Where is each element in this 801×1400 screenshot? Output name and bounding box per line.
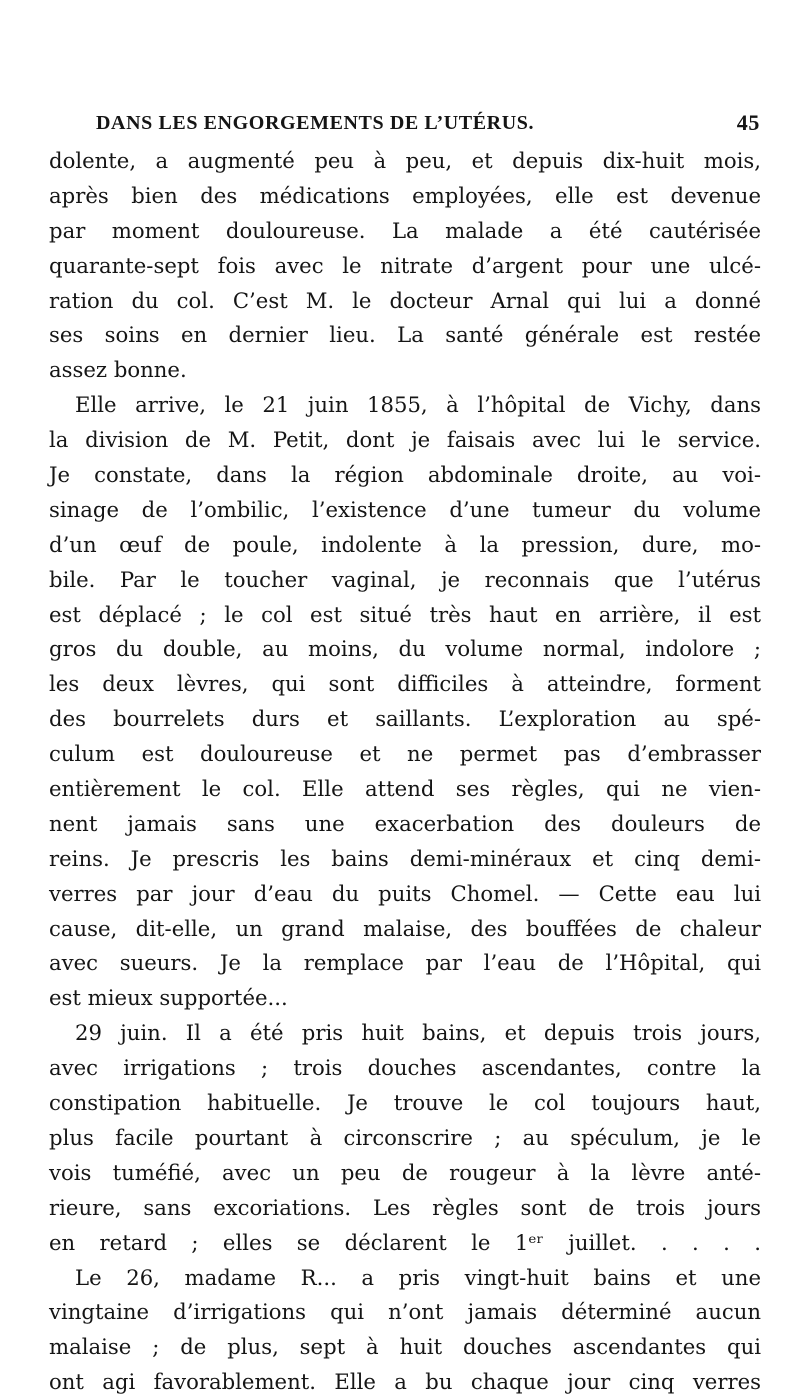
text-line: verres par jour d’eau du puits Chomel. — Cette eau lui	[49, 880, 761, 906]
text-line: avec irrigations ; trois douches ascendantes, contre la	[49, 1055, 761, 1081]
text-line: constipation habituelle. Je trouve le col toujours haut,	[49, 1090, 761, 1116]
text-line: vois tuméfié, avec un peu de rougeur à la lèvre anté-	[49, 1159, 761, 1185]
page-number: 45	[736, 110, 760, 135]
text-line: gros du double, au moins, du volume normal, indolore ;	[49, 636, 761, 662]
text-line: la division de M. Petit, dont je faisais avec lui le service.	[49, 427, 761, 453]
running-title: DANS LES ENGORGEMENTS DE L’UTÉRUS.	[96, 112, 535, 134]
text-line: d’un œuf de poule, indolente à la pression, dure, mo-	[49, 531, 761, 557]
text-line: ses soins en dernier lieu. La santé générale est restée	[49, 322, 761, 348]
text-line: malaise ; de plus, sept à huit douches ascendantes qui	[49, 1334, 761, 1360]
text-line: après bien des médications employées, elle est devenue	[49, 182, 761, 208]
text-line: Elle arrive, le 21 juin 1855, à l’hôpital de Vichy, dans	[75, 392, 761, 418]
text-line: Le 26, madame R... a pris vingt-huit bains et une	[75, 1264, 761, 1290]
text-line: cause, dit-elle, un grand malaise, des bouffées de chaleur	[49, 915, 761, 941]
text-line: quarante-sept fois avec le nitrate d’argent pour une ulcé-	[49, 252, 761, 278]
text-line: culum est douloureuse et ne permet pas d’embrasser	[49, 741, 761, 767]
text-line: par moment douloureuse. La malade a été cautérisée	[49, 217, 761, 243]
body-text	[49, 144, 761, 1400]
text-line: est mieux supportée...	[49, 985, 288, 1011]
text-line: 29 juin. Il a été pris huit bains, et depuis trois jours,	[75, 1020, 761, 1046]
text-line: est déplacé ; le col est situé très haut en arrière, il est	[49, 601, 761, 627]
text-line: assez bonne.	[49, 357, 187, 383]
text-line: plus facile pourtant à circonscrire ; au spéculum, je le	[49, 1124, 761, 1150]
text-line: bile. Par le toucher vaginal, je reconnais que l’utérus	[49, 566, 761, 592]
text-line: Je constate, dans la région abdominale droite, au voi-	[49, 462, 761, 488]
text-line: des bourrelets durs et saillants. L’exploration au spé-	[49, 706, 761, 732]
text-line: nent jamais sans une exacerbation des douleurs de	[49, 810, 761, 836]
text-line: entièrement le col. Elle attend ses règles, qui ne vien-	[49, 776, 761, 802]
text-line: reins. Je prescris les bains demi-minéraux et cinq demi-	[49, 845, 761, 871]
text-line: les deux lèvres, qui sont difficiles à atteindre, forment	[49, 671, 761, 697]
text-line: sinage de l’ombilic, l’existence d’une tumeur du volume	[49, 496, 761, 522]
text-line: dolente, a augmenté peu à peu, et depuis dix-huit mois,	[49, 148, 761, 173]
text-line: en retard ; elles se déclarent le 1ᵉʳ juillet. . . . .	[49, 1229, 761, 1255]
text-line: ont agi favorablement. Elle a bu chaque jour cinq verres	[49, 1369, 761, 1395]
text-line: vingtaine d’irrigations qui n’ont jamais déterminé aucun	[49, 1299, 761, 1325]
running-head	[96, 112, 760, 138]
text-line: rieure, sans excoriations. Les règles sont de trois jours	[49, 1194, 761, 1220]
text-line: avec sueurs. Je la remplace par l’eau de l’Hôpital, qui	[49, 950, 761, 976]
text-line: ration du col. C’est M. le docteur Arnal qui lui a donné	[49, 287, 761, 313]
